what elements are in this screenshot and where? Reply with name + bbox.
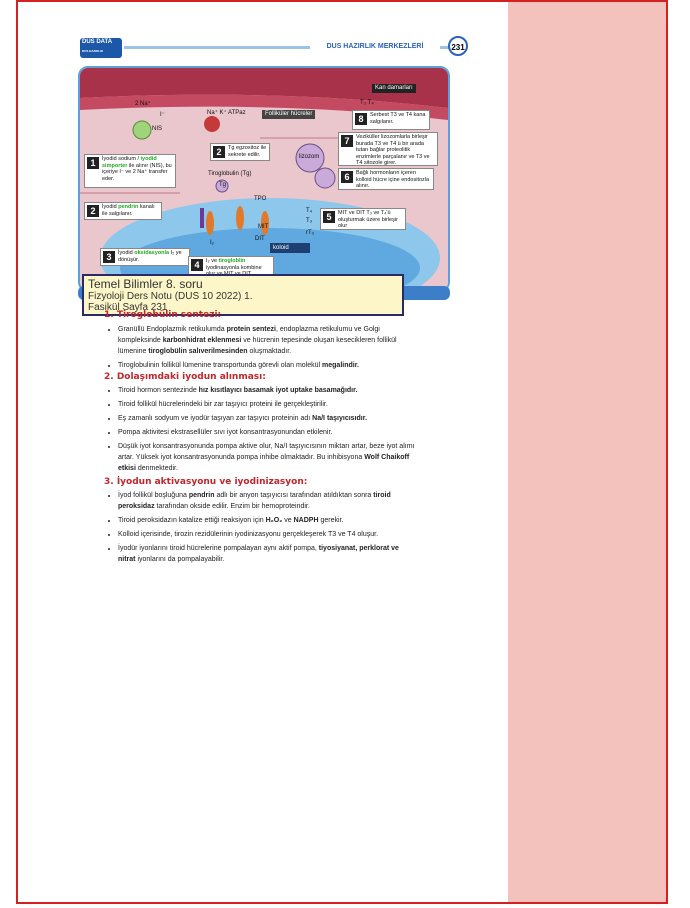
- step-number: 4: [191, 259, 203, 271]
- text: Eş zamanlı sodyum ve iyodür taşıyan zar taşıyıcı proteinin adı: [118, 415, 313, 422]
- brand-logo: [80, 38, 122, 62]
- step-text: Veziküller lizozomlarla birleşir burada T3 ve T4 ü bir arada tutan bağlar proteolitik enzimlerle parçalanır ve T3 ve T4 sitozole girer.: [356, 134, 430, 166]
- step-text-end: ile alınır (NIS), bu içeriye I⁻ ve 2 Na⁺ transfer eder.: [102, 162, 172, 182]
- list-item: [118, 413, 418, 424]
- text: oluşmaktadır.: [247, 348, 292, 355]
- step-7: [338, 132, 438, 166]
- step-number: 2: [87, 205, 99, 217]
- question-page: Fasikül Sayfa 231: [88, 302, 168, 313]
- text: denmektedir.: [135, 465, 178, 472]
- text: Granüllü Endoplazmik retikulumda: [118, 326, 227, 333]
- list-item: [118, 543, 418, 565]
- follicular-cells-label: Folliküler hücreler: [262, 110, 315, 119]
- iodide-label: I⁻: [160, 112, 165, 118]
- text: Tiroid follikül hücrelerindeki bir zar taşıyıcı proteini ile gerçekleştirilir.: [118, 401, 328, 408]
- thyroid-figure: [78, 66, 450, 292]
- nis-label: NIS: [152, 126, 163, 132]
- bold-text: pendrin: [188, 492, 215, 499]
- step-highlight: tirogloblin: [218, 258, 246, 264]
- step-text-end: iyodinasyonla kombine: [206, 264, 262, 271]
- list-item: [118, 399, 418, 410]
- bold-text: H₂O₂: [265, 517, 283, 524]
- step-number: 7: [341, 135, 353, 147]
- tg-label: Tg: [219, 182, 227, 188]
- bold-text: karbonhidrat eklenmesi: [162, 337, 242, 344]
- section-3-list: [104, 490, 418, 568]
- step-text-end: kanalı ile salgılanır.: [102, 204, 155, 217]
- bold-text: Wolf Chaikoff etkisi: [118, 454, 410, 472]
- header-title: DUS HAZIRLIK MERKEZLERİ: [310, 40, 440, 54]
- dit-label: DIT: [255, 236, 265, 242]
- blood-vessel-label: Kan damarları: [372, 84, 416, 93]
- list-item: [118, 427, 418, 438]
- step-number: 3: [103, 251, 115, 263]
- text: Tiroid hormon sentezinde: [118, 387, 199, 394]
- step-number: 8: [355, 113, 367, 125]
- colloid-label: koloid: [273, 245, 289, 251]
- text: Düşük iyot konsantrasyonunda pompa aktive olur, Na/I taşıyıcısının miktarı artar, beze iyot alımı artar. Yüksek iyot konsantrasyonunda pompa inhibe olmaktadır. Bu inhibisyona: [118, 443, 415, 461]
- bold-text: tiyosiyanat, perklorat ve nitrat: [118, 545, 399, 563]
- na-label: 2 Na⁺: [135, 101, 151, 107]
- step-8: [352, 110, 430, 130]
- list-item: [118, 324, 418, 357]
- i2-label: I₂: [210, 240, 214, 246]
- text: gerekir.: [318, 517, 344, 524]
- step-text: İyodid: [118, 250, 135, 256]
- text: ve: [282, 517, 294, 524]
- step-highlight: iyodid simporter: [102, 156, 157, 169]
- bold-text: megalindir.: [322, 362, 359, 369]
- text: , endoplazma retikulumu ve Golgi kompleksinde: [118, 326, 380, 344]
- section-1-title: 1. Tiroglobülin sentezi:: [104, 310, 222, 320]
- text: adlı bir anyon taşıyıcısı tarafından atıldıktan sonra: [214, 492, 374, 499]
- step-1: [84, 154, 176, 188]
- list-item: [118, 360, 418, 371]
- rt3-label: rT₃: [306, 230, 315, 236]
- section-1-list: [104, 324, 418, 374]
- text: İyod follikül boşluğuna: [118, 492, 189, 499]
- text: ve hücrenin tepesinde oluşan kesecikleren follikül lümenine: [118, 337, 397, 355]
- text: tarafından okside edilir. Enzim bir hemoproteindir.: [154, 503, 310, 510]
- lysosome-label: lizozom: [299, 154, 320, 160]
- step-6: [338, 168, 434, 190]
- question-source: Fizyoloji Ders Notu (DUS 10 2022) 1.: [88, 291, 253, 302]
- step-highlight: oksidasyonla: [134, 250, 170, 256]
- step-text: İyodid sodium /: [102, 156, 141, 162]
- step-number: 5: [323, 211, 335, 223]
- page-number: 231: [448, 36, 468, 56]
- bold-text: hız kısıtlayıcı basamak iyot uptake basamağıdır.: [198, 387, 358, 394]
- step-text: Serbest T3 ve T4 kana salgılanır.: [370, 112, 426, 125]
- logo-subtext: DUS HAZIRLIK MERKEZLERİ: [82, 49, 104, 62]
- t3t4-label: T₃ T₄: [360, 100, 374, 106]
- atpase-label: Na⁺ K⁺ ATPaz: [207, 110, 246, 116]
- step-3: [100, 248, 190, 266]
- step-2b: [210, 143, 270, 161]
- list-item: [118, 529, 418, 540]
- step-text: I₂ ve: [206, 258, 219, 264]
- list-item: [118, 441, 418, 474]
- step-text: Bağlı hormonların içeren kolloid hücre içine endositozla alınır.: [356, 170, 430, 189]
- step-number: 6: [341, 171, 353, 183]
- step-text: Tg egzositoz ile sekrete edilir.: [228, 145, 267, 158]
- bold-text: protein sentezi: [226, 326, 276, 333]
- list-item: [118, 385, 418, 396]
- step-highlight: pendrin: [118, 204, 139, 210]
- step-2: [84, 202, 162, 220]
- bold-text: Na/I taşıyıcısıdır.: [312, 415, 368, 422]
- question-title: Temel Bilimler 8. soru: [88, 277, 203, 291]
- mit-label: MIT: [258, 224, 269, 230]
- step-text-end: I₂ ye dönüşür.: [118, 250, 182, 263]
- list-item: [118, 490, 418, 512]
- text: Tiroglobulinin follikül lümenine transportunda görevli olan molekül: [118, 362, 323, 369]
- t3-label: T₃: [306, 218, 313, 224]
- side-margin: [508, 2, 668, 904]
- section-3-title: 3. İyodun aktivasyonu ve iyodinizasyon:: [104, 477, 308, 487]
- bold-text: tiroid peroksidaz: [118, 492, 391, 510]
- step-number: 2: [213, 146, 225, 158]
- page-header: [80, 36, 470, 62]
- tpo-label: TPO: [254, 196, 267, 202]
- text: İyodür iyonlarını tiroid hücrelerine pompalayan aynı aktif pompa,: [118, 545, 319, 552]
- text: Kolloid içerisinde, tirozin rezidülerinin iyodinizasyonu gerçekleşerek T3 ve T4 oluşur.: [118, 531, 379, 538]
- t4-label: T₄: [306, 208, 313, 214]
- section-2-list: [104, 385, 418, 477]
- text: Tiroid peroksidazın katalize ettiği reaksiyon için: [118, 517, 266, 524]
- list-item: [118, 515, 418, 526]
- bold-text: tiroglobülin salıverilmesinden: [148, 348, 248, 355]
- section-2-title: 2. Dolaşımdaki iyodun alınması:: [104, 372, 266, 382]
- step-number: 1: [87, 157, 99, 169]
- text: Pompa aktivitesi ekstrasellüler sıvı iyot konsantrasyonundan etkilenir.: [118, 429, 333, 436]
- step-text: MIT ve DIT T₃ ve T₄'ü oluşturmak üzere birleşir olur: [338, 210, 398, 229]
- bold-text: NADPH: [293, 517, 319, 524]
- logo-text: DUS DATA: [82, 39, 113, 45]
- step-5: [320, 208, 406, 230]
- text: iyonlarını da pompalayabilir.: [135, 556, 225, 563]
- step-text: İyodid: [102, 204, 119, 210]
- tiroglobulin-label: Tiroglobulin (Tg): [208, 171, 252, 177]
